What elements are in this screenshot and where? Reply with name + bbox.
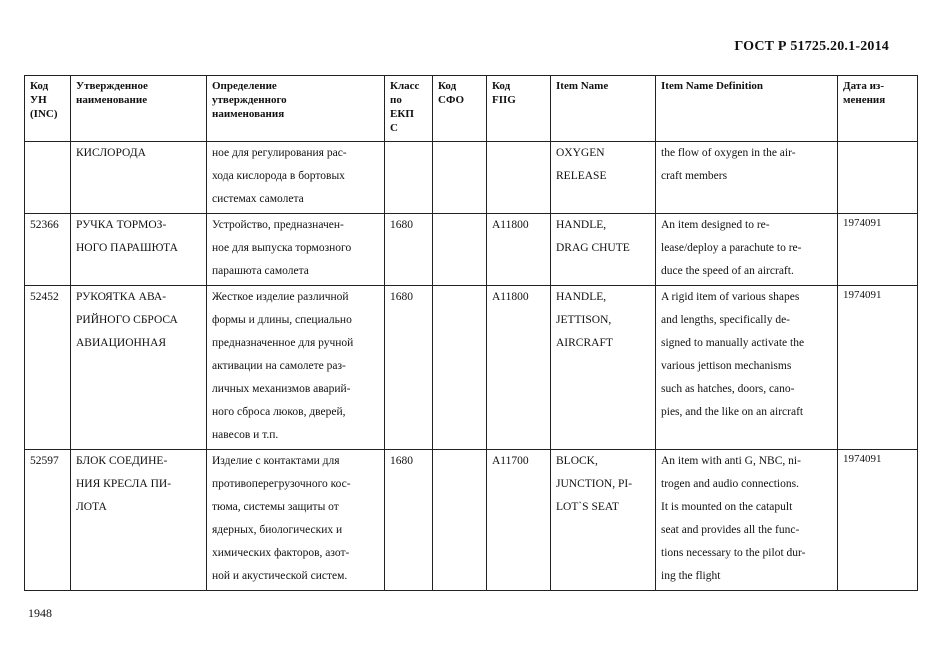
cell-text-line: Устройство, предназначен- (212, 219, 344, 231)
catalog-table (24, 75, 918, 591)
cell-fiig: A11700 (487, 450, 551, 591)
cell-text-line: РИЙНОГО СБРОСА (76, 314, 178, 326)
cell-item-name (551, 286, 656, 450)
cell-sfo (433, 142, 487, 214)
cell-text-line: LOT`S SEAT (556, 501, 619, 513)
cell-text-line: tions necessary to the pilot dur- (661, 547, 806, 559)
cell-text-line: наименование (76, 94, 148, 106)
cell-text-line: ing the flight (661, 570, 721, 582)
cell-item-name (551, 142, 656, 214)
cell-text-line: BLOCK, (556, 455, 598, 467)
cell-definition (207, 286, 385, 450)
cell-text-line: OXYGEN (556, 147, 605, 159)
cell-item-definition (656, 286, 838, 450)
cell-text-line: Изделие с контактами для (212, 455, 340, 467)
cell-text-line: химических факторов, азот- (212, 547, 350, 559)
cell-text-line: It is mounted on the catapult (661, 501, 793, 513)
cell-text-line: хода кислорода в бортовых (212, 170, 345, 182)
cell-text-line: С (390, 122, 398, 134)
cell-text-line: A rigid item of various shapes (661, 291, 800, 303)
cell-text-line: ядерных, биологических и (212, 524, 343, 536)
cell-class (385, 142, 433, 214)
cell-text-line: парашюта самолета (212, 265, 309, 277)
col-header-sfo (433, 76, 487, 142)
cell-text-line: RELEASE (556, 170, 607, 182)
cell-text-line: Код (30, 80, 49, 92)
cell-text-line: (INC) (30, 108, 58, 120)
cell-text-line: ное для выпуска тормозного (212, 242, 352, 254)
col-header-approved-name (71, 76, 207, 142)
cell-inc: 52597 (25, 450, 71, 591)
cell-text-line: АВИАЦИОННАЯ (76, 337, 167, 349)
cell-text-line: утвержденного (212, 94, 287, 106)
cell-text-line: по (390, 94, 402, 106)
cell-text-line: наименования (212, 108, 285, 120)
table-header-row (25, 76, 918, 142)
cell-sfo (433, 286, 487, 450)
cell-text-line: РУКОЯТКА АВА- (76, 291, 167, 303)
cell-text-line: pies, and the like on an aircraft (661, 406, 804, 418)
cell-text-line: ной и акустической систем. (212, 570, 348, 582)
col-header-fiig (487, 76, 551, 142)
cell-item-definition (656, 450, 838, 591)
cell-fiig: A11800 (487, 286, 551, 450)
cell-text-line: НОГО ПАРАШЮТА (76, 242, 178, 254)
cell-text-line: trogen and audio connections. (661, 478, 799, 490)
cell-text-line: Определение (212, 80, 277, 92)
cell-inc: 52366 (25, 214, 71, 286)
cell-text-line: РУЧКА ТОРМОЗ- (76, 219, 167, 231)
cell-text-line: seat and provides all the func- (661, 524, 800, 536)
cell-fiig (487, 142, 551, 214)
cell-text-line: Класс (390, 80, 420, 92)
cell-text-line: СФО (438, 94, 465, 106)
cell-text-line: the flow of oxygen in the air- (661, 147, 796, 159)
cell-text-line: An item designed to re- (661, 219, 770, 231)
cell-item-name (551, 450, 656, 591)
cell-text-line: НИЯ КРЕСЛА ПИ- (76, 478, 172, 490)
cell-text-line: навесов и т.п. (212, 429, 279, 441)
table-row (25, 142, 918, 214)
cell-class: 1680 (385, 214, 433, 286)
cell-text-line: Код (438, 80, 457, 92)
cell-approved-name (71, 142, 207, 214)
cell-text-line: БЛОК СОЕДИНЕ- (76, 455, 168, 467)
cell-text-line: ЕКП (390, 108, 414, 120)
cell-text-line: and lengths, specifically de- (661, 314, 791, 326)
col-header-item-name (551, 76, 656, 142)
cell-text-line: системах самолета (212, 193, 304, 205)
cell-text-line: FIIG (492, 94, 516, 106)
cell-item-definition (656, 214, 838, 286)
cell-text-line: various jettison mechanisms (661, 360, 792, 372)
cell-text-line: HANDLE, (556, 219, 607, 231)
cell-text-line: Item Name (556, 80, 609, 92)
cell-text-line: Item Name Definition (661, 80, 764, 92)
cell-text-line: тюма, системы защиты от (212, 501, 339, 513)
cell-text-line: Код (492, 80, 511, 92)
cell-approved-name (71, 286, 207, 450)
cell-inc (25, 142, 71, 214)
cell-class: 1680 (385, 286, 433, 450)
cell-text-line: An item with anti G, NBC, ni- (661, 455, 801, 467)
cell-change-date: 1974091 (838, 214, 918, 286)
cell-text-line: such as hatches, doors, cano- (661, 383, 795, 395)
col-header-change-date (838, 76, 918, 142)
table-row (25, 214, 918, 286)
table-row (25, 450, 918, 591)
cell-text-line: УН (30, 94, 47, 106)
cell-text-line: signed to manually activate the (661, 337, 805, 349)
cell-text-line: активации на самолете раз- (212, 360, 346, 372)
cell-text-line: КИСЛОРОДА (76, 147, 146, 159)
cell-sfo (433, 214, 487, 286)
cell-text-line: HANDLE, (556, 291, 607, 303)
cell-text-line: противоперегрузочного кос- (212, 478, 351, 490)
cell-text-line: Жесткое изделие различной (212, 291, 349, 303)
cell-approved-name (71, 214, 207, 286)
col-header-inc (25, 76, 71, 142)
cell-text-line: craft members (661, 170, 728, 182)
cell-text-line: DRAG CHUTE (556, 242, 630, 254)
cell-inc: 52452 (25, 286, 71, 450)
cell-definition (207, 142, 385, 214)
cell-change-date (838, 142, 918, 214)
document-standard-number: ГОСТ Р 51725.20.1-2014 (734, 39, 889, 54)
table-row (25, 286, 918, 450)
cell-text-line: ного сброса люков, дверей, (212, 406, 346, 418)
cell-text-line: ЛОТА (76, 501, 107, 513)
cell-change-date: 1974091 (838, 450, 918, 591)
col-header-definition (207, 76, 385, 142)
page-number: 1948 (28, 606, 52, 620)
cell-text-line: JUNCTION, PI- (556, 478, 633, 490)
cell-fiig: A11800 (487, 214, 551, 286)
cell-text-line: Дата из- (843, 80, 884, 92)
cell-text-line: формы и длины, специально (212, 314, 352, 326)
cell-class: 1680 (385, 450, 433, 591)
cell-item-definition (656, 142, 838, 214)
table-body (25, 142, 918, 591)
cell-change-date: 1974091 (838, 286, 918, 450)
cell-definition (207, 450, 385, 591)
col-header-item-definition (656, 76, 838, 142)
col-header-class (385, 76, 433, 142)
cell-text-line: личных механизмов аварий- (212, 383, 351, 395)
cell-text-line: AIRCRAFT (556, 337, 613, 349)
cell-text-line: менения (843, 94, 886, 106)
cell-text-line: предназначенное для ручной (212, 337, 354, 349)
cell-approved-name (71, 450, 207, 591)
cell-definition (207, 214, 385, 286)
cell-text-line: Утвержденное (76, 80, 148, 92)
cell-sfo (433, 450, 487, 591)
cell-item-name (551, 214, 656, 286)
cell-text-line: ное для регулирования рас- (212, 147, 347, 159)
cell-text-line: duce the speed of an aircraft. (661, 265, 794, 277)
cell-text-line: lease/deploy a parachute to re- (661, 242, 802, 254)
cell-text-line: JETTISON, (556, 314, 612, 326)
